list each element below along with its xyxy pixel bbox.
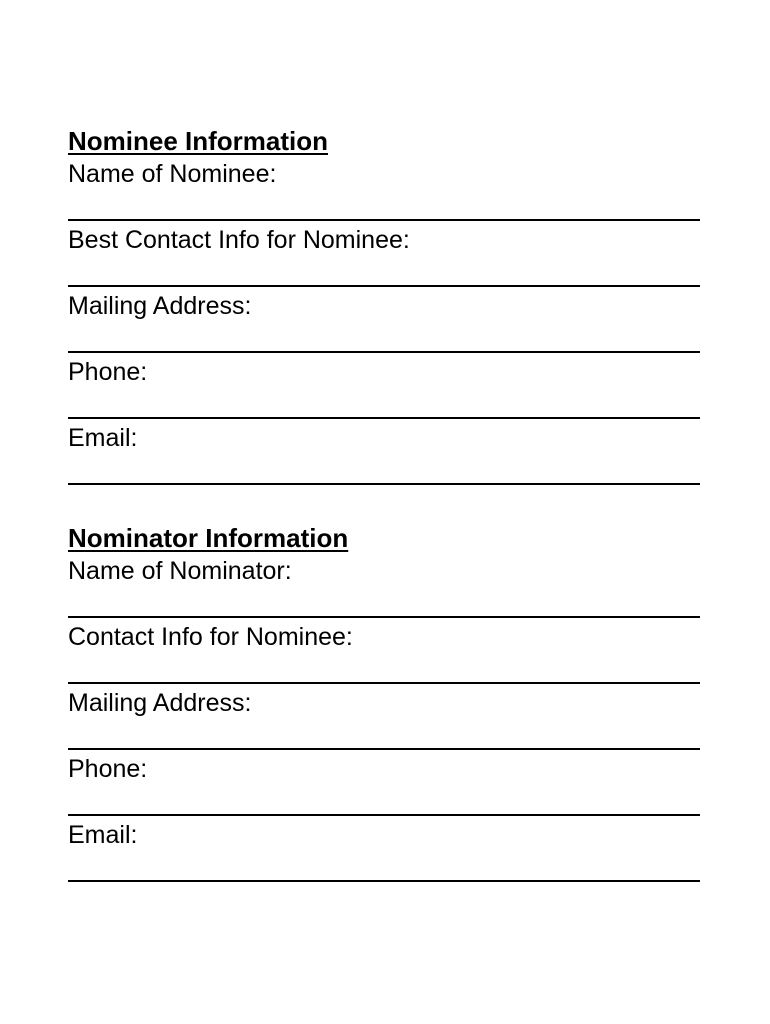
nominee-address-blank-line[interactable] <box>68 351 700 353</box>
nomination-form <box>68 124 700 885</box>
nominator-contact-blank-line[interactable] <box>68 682 700 684</box>
nominator-address-field <box>68 687 700 750</box>
nominator-email-blank-line[interactable] <box>68 880 700 882</box>
nominee-name-label: Name of Nominee: <box>68 160 277 188</box>
nominator-section <box>68 521 700 882</box>
nominator-contact-label: Contact Info for Nominee: <box>68 623 353 651</box>
nominee-address-field <box>68 290 700 353</box>
nominator-email-label: Email: <box>68 821 138 849</box>
nominee-contact-label: Best Contact Info for Nominee: <box>68 226 410 254</box>
nominee-email-field <box>68 422 700 485</box>
nominee-phone-blank-line[interactable] <box>68 417 700 419</box>
nominator-name-blank-line[interactable] <box>68 616 700 618</box>
nominee-contact-blank-line[interactable] <box>68 285 700 287</box>
nominator-phone-blank-line[interactable] <box>68 814 700 816</box>
nominee-address-label: Mailing Address: <box>68 292 252 320</box>
nominator-phone-label: Phone: <box>68 755 148 783</box>
nominator-address-label: Mailing Address: <box>68 689 252 717</box>
nominee-name-blank-line[interactable] <box>68 219 700 221</box>
nominator-address-blank-line[interactable] <box>68 748 700 750</box>
nominee-contact-field <box>68 224 700 287</box>
nominator-name-field <box>68 555 700 618</box>
nominator-heading: Nominator Information <box>68 523 349 553</box>
nominee-phone-field <box>68 356 700 419</box>
nominee-section <box>68 124 700 485</box>
nominator-name-label: Name of Nominator: <box>68 557 292 585</box>
nominee-email-label: Email: <box>68 424 138 452</box>
nominee-email-blank-line[interactable] <box>68 483 700 485</box>
nominator-email-field <box>68 819 700 882</box>
nominee-heading: Nominee Information <box>68 126 329 156</box>
nominator-phone-field <box>68 753 700 816</box>
nominee-phone-label: Phone: <box>68 358 148 386</box>
nominator-contact-field <box>68 621 700 684</box>
nominee-name-field <box>68 158 700 221</box>
